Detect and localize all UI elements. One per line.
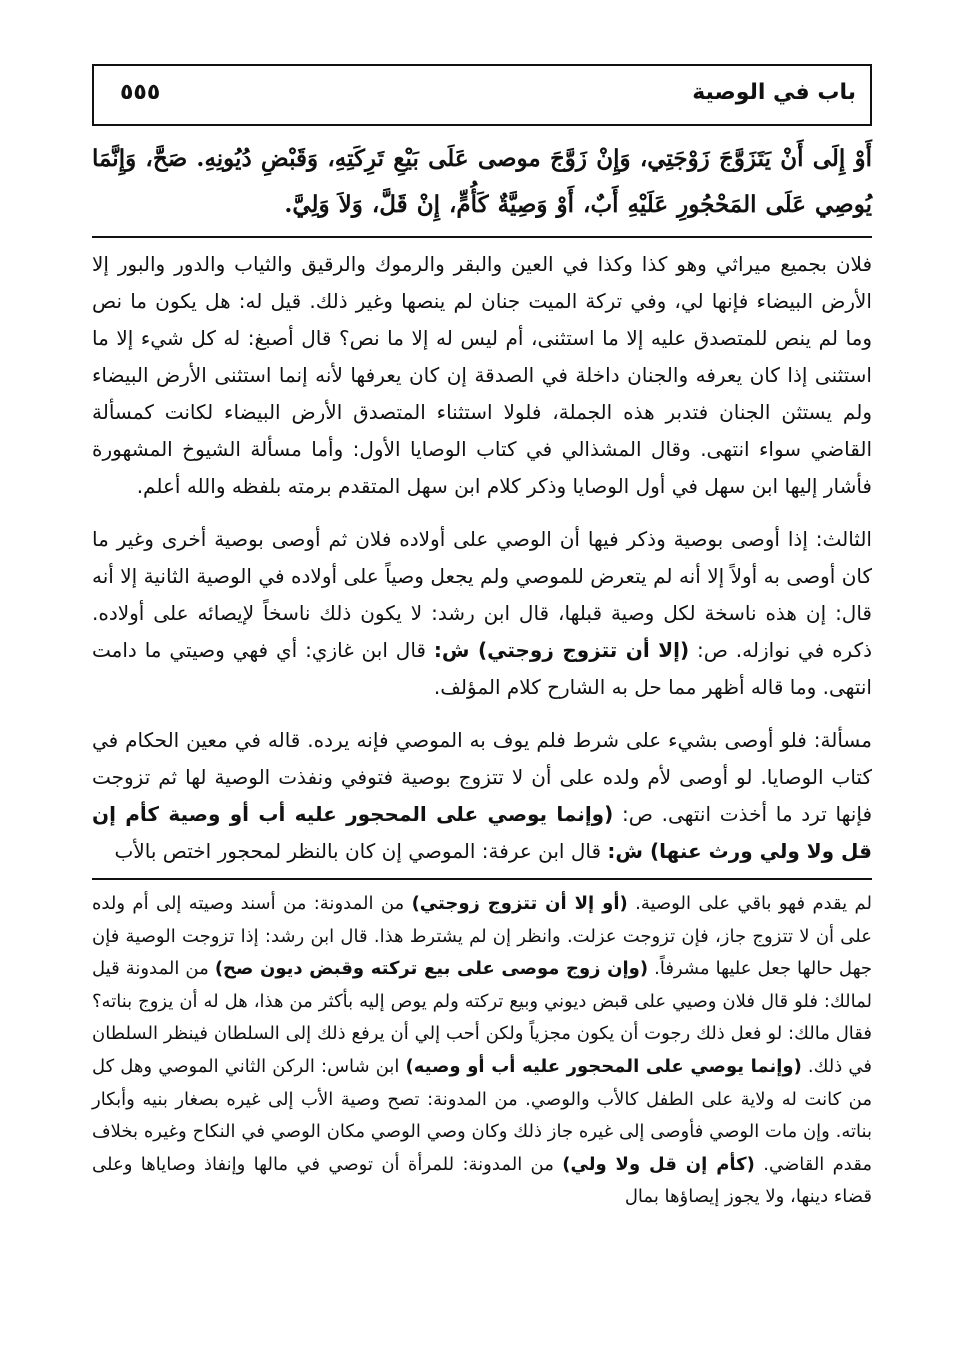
page-number: ٥٥٥ (120, 80, 161, 105)
commentary-paragraph: فلان بجميع ميراثي وهو كذا وكذا في العين والبقر والرموك والرقيق والثياب والدور والبور إلا الأرض البيضاء فإنها لي، وفي تركة الميت جنان لم ينصها وغير ذلك. قيل له: هل يكون ما نص وما لم ينص للمتصدق عليه إلا ما استثنى، أم ليس له إلا ما نص؟ قال أصبغ: له كل شيء إلا ما استثنى إذا كان يعرفه والجنان داخلة في الصدقة إن كان يعرفها لأنه إنما استثنى الأرض البيضاء ولم يستثن الجنان فتدبر هذه الجملة، فلولا استثناء المتصدق الأرض البيضاء لكانت كمسألة القاضي سواء انتهى. وقال المشذالي في كتاب الوصايا الأول: وأما مسألة الشيوخ المشهورة فأشار إليها ابن سهل في أول الوصايا وذكر كلام ابن سهل المتقدم برمته بلفظه والله أعلم. (92, 252, 872, 498)
footnote-text: من المدونة قيل لمالك: فلو قال فلان وصيي على قبض ديوني وبيع تركته ولم يوص إليه بأكثر من هذا، هل له أن يزوج بناته؟ فقال مالك: لو فعل ذلك رجوت أن يكون مجزياً ولكن أحب إلي أن يرفع ذلك إلى السلطان فينظر السلطان في ذلك. (92, 958, 872, 1077)
footnote-text: لم يقدم فهو باقي على الوصية. (635, 893, 873, 914)
footnote-text: ابن شاس: الركن الثاني الموصي وهل كل من كانت له ولاية على الطفل كالأب والوصي. من المدونة: تصح وصية الأب إلى غيره بصغار بنيه وأبكار بناته. وإن مات الوصي فأوصى إلى غيره جاز ذلك وكان وصي الوصي مكان الوصي في النكاح وغيره بخلاف مقدم القاضي. (92, 1055, 872, 1175)
quoted-matn: (وإنما يوصي على المحجور عليه أب أو وصيه) (405, 1055, 802, 1077)
quoted-matn: (أو إلا أن تتزوج زوجتي) (411, 893, 628, 914)
footnote-paragraph (92, 888, 872, 1214)
chapter-title: باب في الوصية (692, 80, 856, 105)
quoted-matn: (إلا أن تتزوج زوجتي) ش: (433, 638, 690, 662)
commentary-text: قال ابن غازي: أي فهي وصيتي ما دامت انتهى. وما قاله أظهر مما حل به الشارح كلام المؤلف. (92, 638, 872, 699)
footnote-text: من المدونة: من أسند وصيته إلى أم ولده على أن لا تتزوج جاز، فإن تزوجت عزلت. وانظر إن لم يشترط هذا. قال ابن رشد: إذا تزوجت الوصية فإن جهل حالها جعل عليها مشرفاً. (92, 893, 872, 980)
quoted-matn: (وإن زوج موصى على بيع تركته وقبض ديون صح) (214, 958, 649, 980)
page-header (92, 64, 872, 126)
quoted-matn: (كأم إن قل ولا ولي) (562, 1153, 755, 1175)
quoted-matn: (وإنما يوصي على المحجور عليه أب أو وصية كأم إن قل ولا ولي ورث عنها) ش: (92, 802, 872, 863)
commentary-text: الثالث: إذا أوصى بوصية وذكر فيها أن الوصي على أولاده فلان ثم أوصى بوصية أخرى وغير ما كان أوصى به أولاً إلا أنه لم يتعرض للموصي ولم يجعل وصياً على أولاده في الوصية الثانية إلا أنه قال: إن هذه ناسخة لكل وصية قبلها، قال ابن رشد: لا يكون ذلك ناسخاً لإيصائه على أولاده. ذكره في نوازله. ص: (92, 527, 873, 662)
commentary-paragraph (92, 722, 872, 870)
commentary-paragraph (92, 521, 872, 706)
footnotes (92, 880, 872, 1214)
commentary-text: قال ابن عرفة: الموصي إن كان بالنظر لمحجور اختص بالأب (114, 839, 602, 863)
commentary-text: مسألة: فلو أوصى بشيء على شرط فلم يوف به الموصي فإنه يرده. قاله في معين الحكام في كتاب الوصايا. لو أوصى لأم ولده على أن لا تتزوج بوصية فتوفي ونفذت الوصية لها ثم تزوجت فإنها ترد ما أخذت انتهى. ص: (92, 728, 873, 826)
commentary (92, 238, 872, 870)
main-text: أَوْ إِلَى أَنْ يَتَزَوَّجَ زَوْجَتِي، وَإِنْ زَوَّجَ موصى عَلَى بَيْعِ تَرِكَتِهِ، وَقَبْضِ دُيُونِهِ. صَحَّ، وَإِنَّمَا يُوصِي عَلَى المَحْجُورِ عَلَيْهِ أَبٌ، أَوْ وَصِيَّةٌ كَأُمٍّ، إِنْ قَلَّ، وَلاَ وَلِيَّ. (92, 145, 872, 218)
footnote-text: من المدونة: للمرأة أن توصي في مالها وإنفاذ وصاياها وعلى قضاء دينها، ولا يجوز إيصاؤها بمال (92, 1153, 872, 1208)
page (92, 64, 872, 1214)
